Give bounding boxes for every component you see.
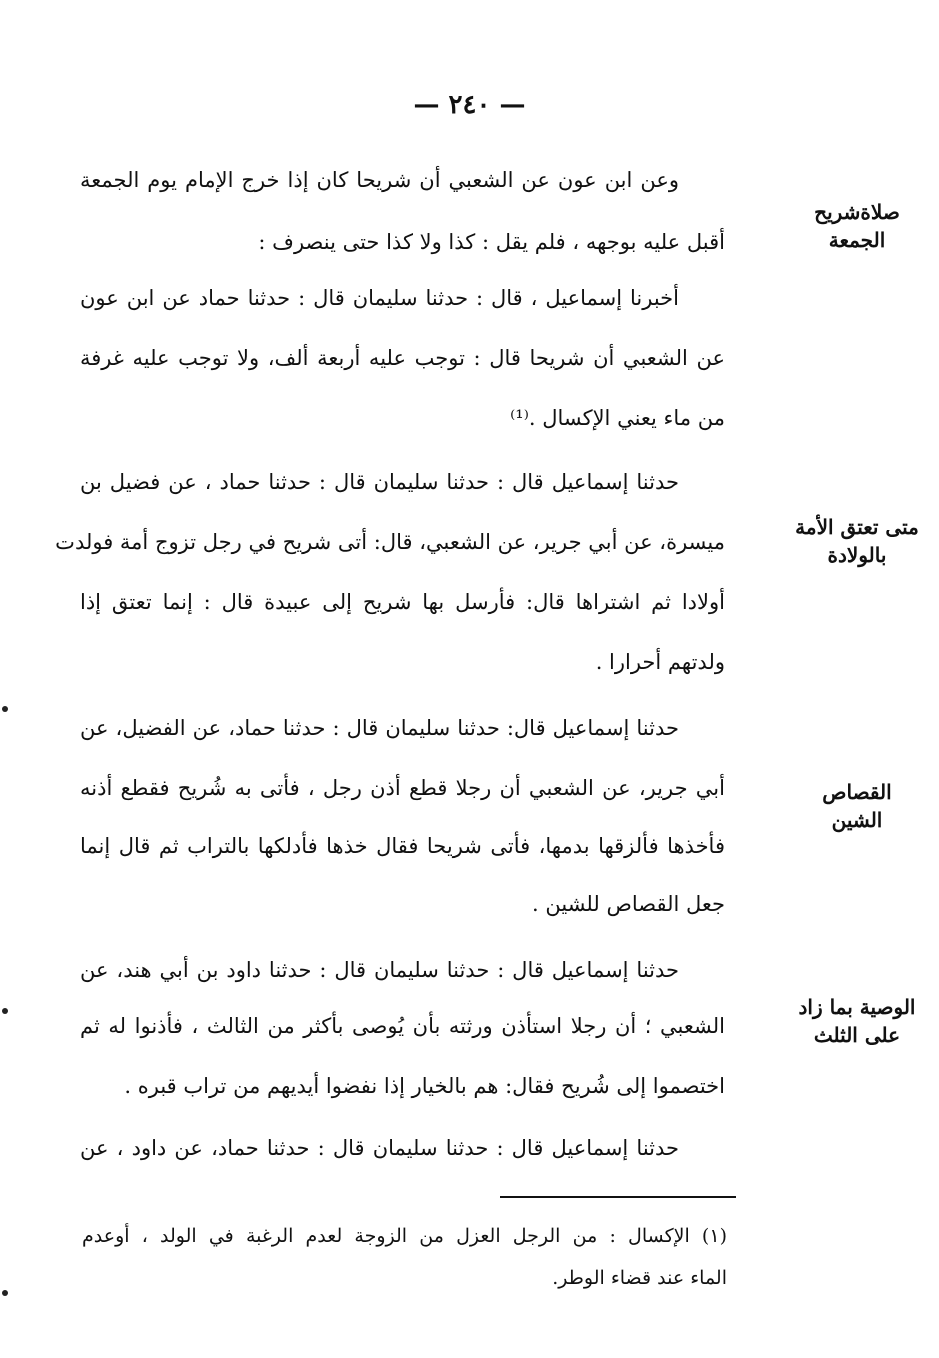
- footnote-divider: [500, 1196, 736, 1198]
- scan-mark: [2, 706, 8, 712]
- margin-note-friday-prayer: [787, 198, 927, 254]
- margin-note-retaliation: [787, 778, 927, 834]
- text-line: وعن ابن عون عن الشعبي أن شريحا كان إذا خرج الإمام يوم الجمعة: [80, 168, 679, 192]
- margin-note-line: الشين: [831, 808, 883, 832]
- footnote-line: الماء عند قضاء الوطر.: [552, 1267, 727, 1289]
- text-line: أولادا ثم اشتراها قال: فأرسل بها شريح إلى عبيدة قال : إنما تعتق إذا: [80, 590, 725, 614]
- text-line: أخبرنا إسماعيل ، قال : حدثنا سليمان قال : حدثنا حماد عن ابن عون: [80, 286, 679, 310]
- text-line: حدثنا إسماعيل قال : حدثنا سليمان قال : حدثنا حماد ، عن فضيل بن: [80, 470, 679, 494]
- margin-note-line: القصاص: [822, 780, 892, 804]
- text-line: عن الشعبي أن شريحا قال : توجب عليه أربعة ألف، ولا توجب عليه غرفة: [80, 346, 725, 370]
- text-line: الشعبي ؛ أن رجلا استأذن ورثته بأن يُوصى بأكثر من الثالث ، فأذنوا له ثم: [80, 1014, 725, 1038]
- text-line: حدثنا إسماعيل قال : حدثنا سليمان قال : حدثنا داود بن أبي هند، عن: [80, 958, 679, 982]
- scan-mark: [2, 1290, 8, 1296]
- text-line: اختصموا إلى شُريح فقال: هم بالخيار إذا نفضوا أيديهم من تراب قبره .: [124, 1074, 725, 1098]
- text-line: من ماء يعني الإكسال .⁽¹⁾: [510, 406, 725, 430]
- margin-note-line: متى تعتق الأمة: [795, 515, 919, 539]
- margin-note-bequest: [787, 993, 927, 1049]
- text-line: أقبل عليه بوجهه ، فلم يقل : كذا ولا كذا حتى ينصرف :: [258, 230, 725, 254]
- text-line: أبي جرير، عن الشعبي أن رجلا قطع أذن رجل ، فأتى به شُريح فقطع أذنه: [80, 776, 725, 800]
- margin-note-line: على الثلث: [813, 1023, 901, 1047]
- margin-note-slave-freedom: [787, 513, 927, 569]
- page-number: — ٢٤٠ —: [413, 90, 526, 120]
- margin-note-line: بالولادة: [827, 543, 887, 567]
- text-line: حدثنا إسماعيل قال: حدثنا سليمان قال : حدثنا حماد، عن الفضيل، عن: [80, 716, 679, 740]
- margin-note-line: الجمعة: [828, 228, 886, 252]
- footnote-line: (١) الإكسال : من الرجل العزل من الزوجة لعدم الرغبة في الولد ، أوعدم: [82, 1225, 727, 1247]
- scan-mark: [2, 1008, 8, 1014]
- margin-note-line: صلاةشريح: [814, 200, 900, 224]
- text-line: ميسرة، عن أبي جرير، عن الشعبي، قال: أتى شريح في رجل تزوج أمة فولدت: [55, 530, 725, 554]
- text-line: فأخذها فألزقها بدمها، فأتى شريحا فقال خذها فأدلكها بالتراب ثم قال إنما: [80, 834, 725, 858]
- text-line: حدثنا إسماعيل قال : حدثنا سليمان قال : حدثنا حماد، عن داود ، عن: [80, 1136, 679, 1160]
- margin-note-line: الوصية بما زاد: [798, 995, 916, 1019]
- text-line: ولدتهم أحرارا .: [595, 650, 725, 674]
- text-line: جعل القصاص للشين .: [532, 892, 725, 916]
